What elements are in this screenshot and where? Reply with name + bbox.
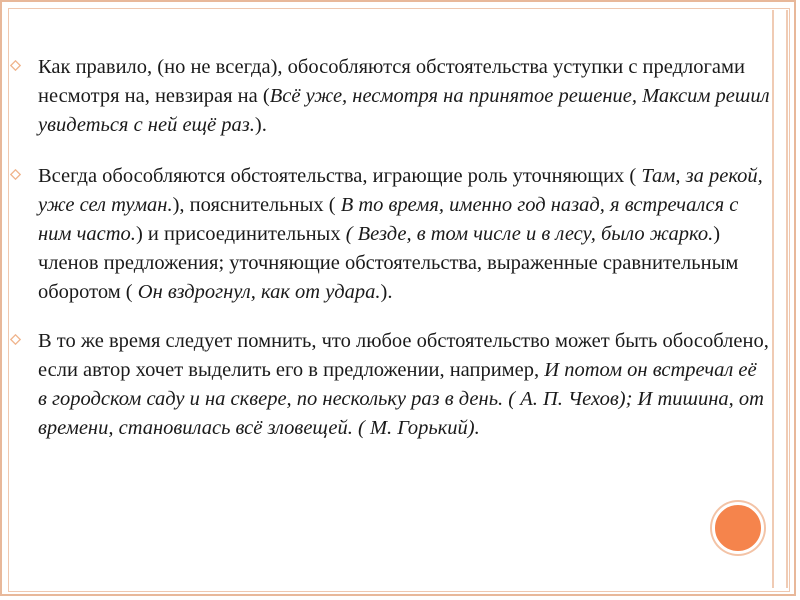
- bullet-icon: [10, 169, 21, 180]
- text-segment: ), пояснительных (: [172, 194, 341, 216]
- bullet-icon: [10, 60, 21, 71]
- text-segment: ) и присоединительных: [135, 223, 346, 245]
- example-italic: ( Везде, в том числе и в лесу, было жарко.: [345, 223, 714, 245]
- example-italic: В то время, именно год назад, я встречался с ним часто.: [38, 194, 739, 245]
- orange-circle-decoration: [712, 502, 764, 554]
- text-segment: ).: [380, 281, 393, 303]
- example-italic: И потом он встречал её в городском саду и на сквере, по нескольку раз в день. ( А. П. Чехов); И тишина, от времени, становилась всё зловещей. ( М. Горький).: [38, 359, 764, 439]
- text-segment: Всегда обособляются обстоятельства, играющие роль уточняющих (: [38, 165, 642, 187]
- text-segment: Как правило, (но не всегда), обособляются обстоятельства уступки с предлогами несмотря на, невзирая на (: [38, 56, 745, 107]
- right-decorative-strip: [772, 10, 788, 588]
- example-italic: Всё уже, несмотря на принятое решение, Максим решил увидеться с ней ещё раз.: [38, 85, 770, 136]
- paragraph-3: [10, 327, 770, 443]
- text-segment: ) членов предложения; уточняющие обстоятельства, выраженные сравнительным оборотом (: [38, 223, 739, 303]
- text-segment: ).: [254, 114, 267, 136]
- slide-body: [10, 53, 770, 465]
- bullet-icon: [10, 334, 21, 345]
- paragraph-1: [10, 53, 770, 140]
- example-italic: Там, за рекой, уже сел туман.: [38, 165, 763, 216]
- paragraph-2: [10, 162, 770, 307]
- text-segment: В то же время следует помнить, что любое обстоятельство может быть обособлено, если автор хочет выделить его в предложении, например,: [38, 330, 769, 381]
- example-italic: Он вздрогнул, как от удара.: [137, 281, 381, 303]
